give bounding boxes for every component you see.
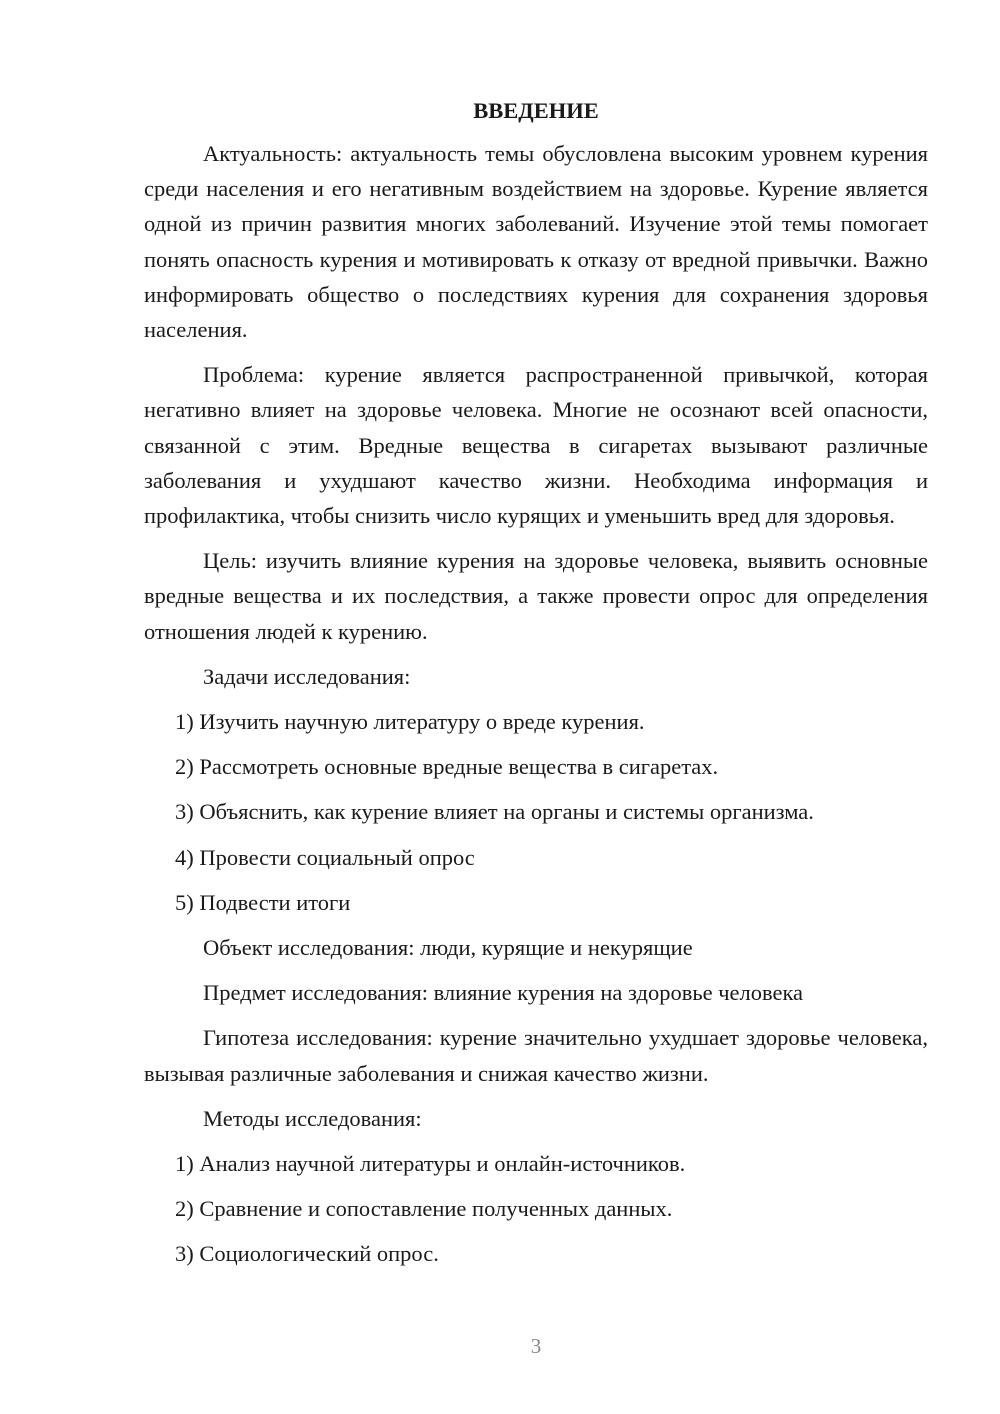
method-item-1: 1) Анализ научной литературы и онлайн-источников. xyxy=(175,1151,686,1177)
research-hypothesis: Гипотеза исследования: курение значительно ухудшает здоровье человека, вызывая различные заболевания и снижая качество жизни. xyxy=(144,1025,928,1086)
method-item-3: 3) Социологический опрос. xyxy=(175,1241,439,1267)
task-item-5: 5) Подвести итоги xyxy=(175,889,351,915)
page-number: 3 xyxy=(530,1334,542,1358)
task-item-1: 1) Изучить научную литературу о вреде курения. xyxy=(175,709,645,735)
tasks-heading: Задачи исследования: xyxy=(203,663,411,689)
method-item-2: 2) Сравнение и сопоставление полученных данных. xyxy=(175,1196,673,1222)
research-object: Объект исследования: люди, курящие и некурящие xyxy=(203,935,693,961)
task-item-3: 3) Объяснить, как курение влияет на органы и системы организма. xyxy=(175,799,814,825)
paragraph-relevance: Актуальность: актуальность темы обусловлена высоким уровнем курения среди населения и его негативным воздействием на здоровье. Курение является одной из причин развития многих заболеваний. Изучение этой темы помогает понять опасность курения и мотивировать к отказу от вредной привычки. Важно информировать общество о последствиях курения для сохранения здоровья населения. xyxy=(144,141,928,343)
methods-heading: Методы исследования: xyxy=(203,1105,422,1131)
task-item-2: 2) Рассмотреть основные вредные вещества в сигаретах. xyxy=(175,754,719,780)
page-title: ВВЕДЕНИЕ xyxy=(473,98,599,123)
paragraph-problem: Проблема: курение является распространенной привычкой, которая негативно влияет на здоровье человека. Многие не осознают всей опасности, связанной с этим. Вредные вещества в сигаретах вызывают различные заболевания и ухудшают качество жизни. Необходима информация и профилактика, чтобы снизить число курящих и уменьшить вред для здоровья. xyxy=(144,362,928,529)
page-content xyxy=(144,93,928,1282)
task-item-4: 4) Провести социальный опрос xyxy=(175,844,475,870)
paragraph-goal: Цель: изучить влияние курения на здоровье человека, выявить основные вредные вещества и их последствия, а также провести опрос для определения отношения людей к курению. xyxy=(144,548,928,644)
research-subject: Предмет исследования: влияние курения на здоровье человека xyxy=(203,980,804,1006)
